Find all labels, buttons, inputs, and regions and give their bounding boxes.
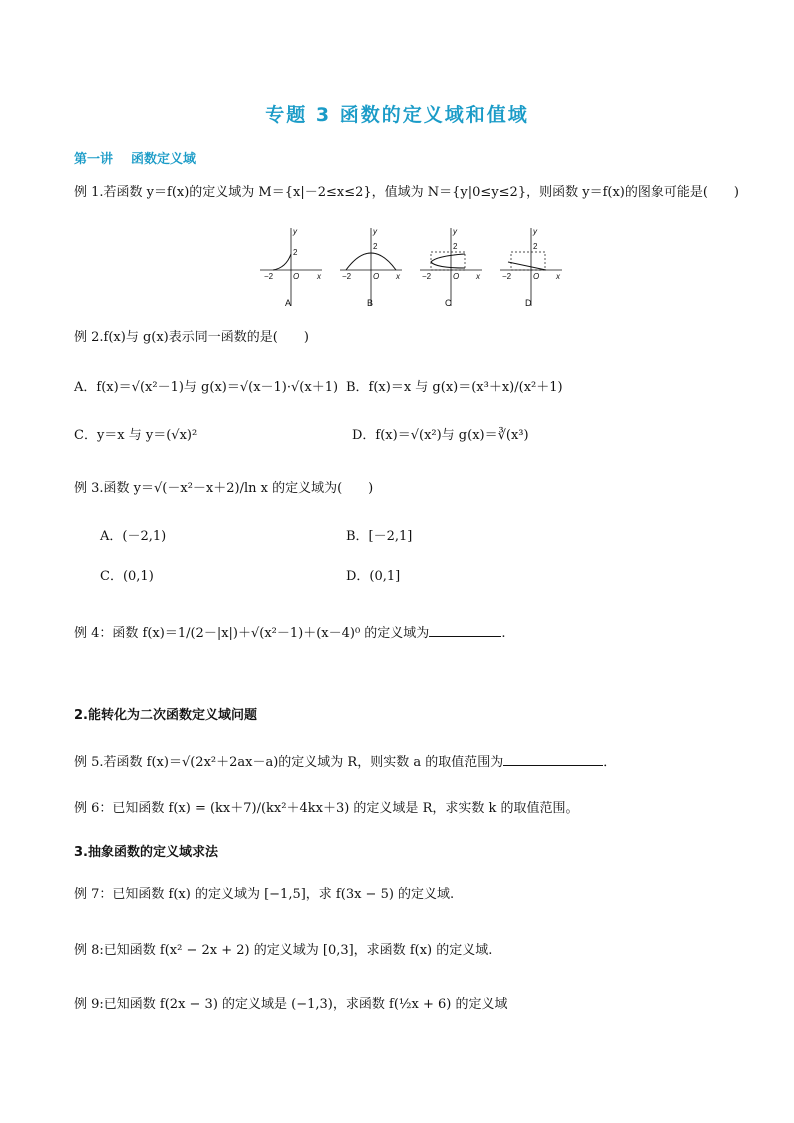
graph-a-tick-2: 2 [293, 248, 298, 257]
answer-blank [429, 624, 501, 637]
example-5-text: 例 5.若函数 f(x)＝√(2x²＋2ax－a)的定义域为 R，则实数 a 的取值范围为 [74, 755, 504, 770]
example-5: 例 5.若函数 f(x)＝√(2x²＋2ax－a)的定义域为 R，则实数 a 的取值范围为 ． [74, 755, 617, 770]
graph-c [420, 228, 482, 308]
section-part: 第一讲 [74, 152, 114, 167]
graph-b-axis-y: y [373, 228, 377, 236]
example-4: 例 4：函数 f(x)＝1/(2－|x|)＋√(x²－1)＋(x－4)⁰ 的定义域为 . [74, 626, 506, 641]
example-1-graphs [256, 228, 566, 314]
page-title: 专题 3 函数的定义域和值域 [265, 104, 529, 126]
graph-d-origin: O [533, 272, 540, 281]
graph-c-tick-neg2: −2 [422, 272, 432, 281]
example-3-option-d: D．(0,1] [346, 569, 401, 584]
example-7: 例 7：已知函数 f(x) 的定义域为 [−1,5]，求 f(3x − 5) 的定义域. [74, 887, 455, 902]
example-2: 例 2.f(x)与 g(x)表示同一函数的是( ) [74, 330, 309, 345]
example-3: 例 3.函数 y＝√(－x²－x＋2)/ln x 的定义域为( ) [74, 481, 374, 496]
graph-b [340, 228, 402, 308]
graph-d-label: D [525, 298, 532, 308]
graph-b-label: B [367, 298, 374, 308]
graph-b-origin: O [373, 272, 380, 281]
graph-a [260, 228, 322, 308]
example-1: 例 1.若函数 y＝f(x)的定义域为 M＝{x|－2≤x≤2}，值域为 N＝{y|0≤y≤2}，则函数 y＝f(x)的图象可能是( ) [74, 185, 740, 200]
graph-c-axis-x: x [476, 272, 480, 281]
heading-abstract-function: 3.抽象函数的定义域求法 [74, 845, 218, 860]
graph-a-tick-neg2: −2 [264, 272, 274, 281]
graph-c-origin: O [453, 272, 460, 281]
example-2-option-d: D．f(x)＝√(x²)与 g(x)＝∛(x³) [352, 428, 529, 443]
graph-d-axis-y: y [533, 228, 537, 236]
section-name: 函数定义域 [131, 152, 197, 167]
graph-c-tick-2: 2 [453, 242, 458, 251]
graph-d [500, 228, 562, 308]
graph-d-tick-neg2: −2 [502, 272, 512, 281]
graph-d-axis-x: x [556, 272, 560, 281]
graph-a-axis-x: x [317, 272, 321, 281]
graph-a-axis-y: y [293, 228, 297, 236]
graph-b-tick-2: 2 [373, 242, 378, 251]
example-8: 例 8:已知函数 f(x² − 2x + 2) 的定义域为 [0,3]，求函数 f(x) 的定义域. [74, 943, 493, 958]
heading-quadratic-domain: 2.能转化为二次函数定义域问题 [74, 708, 257, 723]
example-2-option-c: C．y＝x 与 y＝(√x)² [74, 428, 198, 443]
graph-a-origin: O [293, 272, 300, 281]
graph-b-axis-x: x [396, 272, 400, 281]
graph-c-label: C [445, 298, 452, 308]
graph-a-label: A [285, 298, 292, 308]
example-4-text: 例 4：函数 f(x)＝1/(2－|x|)＋√(x²－1)＋(x－4)⁰ 的定义域为 [74, 626, 430, 641]
example-2-option-a: A．f(x)＝√(x²－1)与 g(x)＝√(x－1)·√(x＋1) [74, 380, 339, 395]
example-6: 例 6：已知函数 f(x) = (kx＋7)/(kx²＋4kx＋3) 的定义域是 R，求实数 k 的取值范围。 [74, 801, 579, 816]
graph-c-axis-y: y [453, 228, 457, 236]
graph-b-tick-neg2: −2 [342, 272, 352, 281]
example-2-option-b: B．f(x)＝x 与 g(x)＝(x³＋x)/(x²＋1) [346, 380, 563, 395]
graph-d-tick-2: 2 [533, 242, 538, 251]
example-9: 例 9:已知函数 f(2x − 3) 的定义域是 (−1,3)，求函数 f(½x + 6) 的定义域 [74, 997, 508, 1012]
example-3-option-a: A．(－2,1) [100, 529, 167, 544]
example-3-option-b: B．[－2,1] [346, 529, 413, 544]
example-3-option-c: C．(0,1) [100, 569, 154, 584]
section-heading [74, 148, 214, 167]
answer-blank [503, 753, 603, 766]
